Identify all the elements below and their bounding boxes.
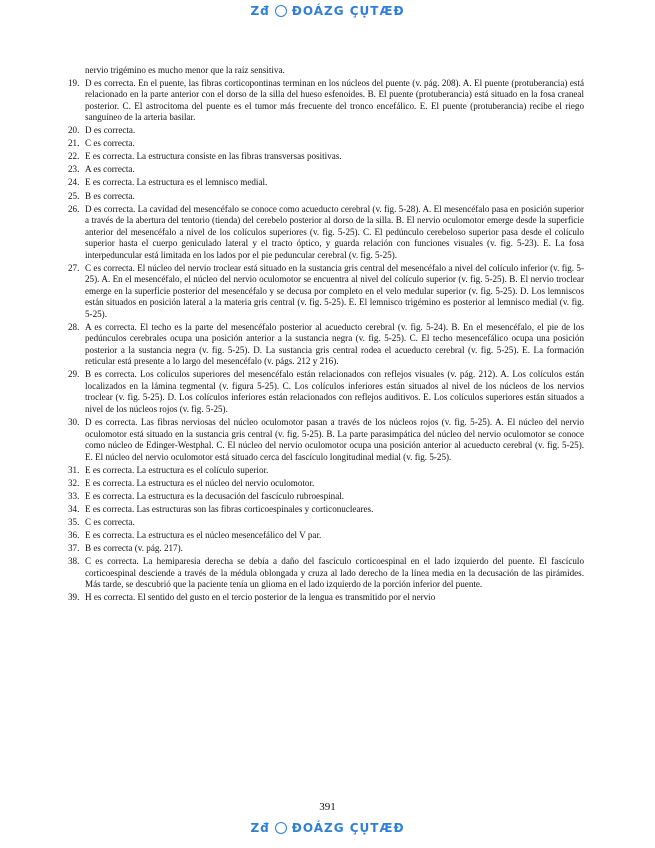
answer-item — [68, 78, 584, 124]
answer-number: 26. — [68, 203, 80, 214]
answer-number: 21. — [68, 138, 80, 149]
answer-text: B es correcta. — [85, 190, 135, 201]
answer-text: E es correcta. Las estructuras son las fibras corticoespinales y corticonucleares. — [85, 503, 374, 514]
answer-item — [68, 263, 584, 321]
answer-text: E es correcta. La estructura consiste en las fibras transversas positivas. — [85, 151, 342, 162]
answer-key-body — [68, 65, 584, 605]
answer-item — [68, 369, 584, 415]
answer-text: E es correcta. La estructura es el colículo superior. — [85, 464, 269, 475]
answer-item — [68, 465, 584, 477]
answer-number: 31. — [68, 464, 80, 475]
answer-text: A es correcta. El techo es la parte del mesencéfalo posterior al acueducto cerebral (v. fig. 5-24). B. En el mesencéfalo, el pie de los pedúnculos cerebrales ocupa una posición anterior a la sustancia negra (v. fig. 5-25). C. El techo mesencefálico ocupa una posición posterior a la sustancia negra (v. fig. 5-25). D. La sustancia gris central rodea el acueducto cerebral (v. fig. 5-25). E. La formación reticular está presente a lo largo del mesencéfalo (v. págs. 212 y 216). — [85, 321, 584, 367]
answer-number: 20. — [68, 125, 80, 136]
answer-item — [68, 478, 584, 490]
answer-item — [68, 151, 584, 163]
answer-number: 30. — [68, 417, 80, 428]
answer-number: 33. — [68, 490, 80, 501]
answer-text: E es correcta. La estructura es el núcleo del nervio oculomotor. — [85, 477, 315, 488]
watermark-top — [0, 4, 655, 18]
page-number: 391 — [319, 801, 336, 813]
answer-item — [68, 592, 584, 604]
answer-number: 38. — [68, 556, 80, 567]
answer-text: C es correcta. — [85, 138, 135, 149]
answer-list — [68, 78, 584, 604]
watermark-left-text: Zđ — [250, 821, 270, 835]
answer-number: 25. — [68, 190, 80, 201]
answer-text: C es correcta. — [85, 517, 135, 527]
answer-text: D es correcta. En el puente, las fibras corticopontinas terminan en los núcleos del puente (v. pág. 208). A. El puente (protuberancia) está relacionado en la parte anterior con el dorso de la silla del hueso esfenoides. B. El puente (protuberancia) está situado en la fosa craneal posterior. C. El astrocitoma del puente es el tumor más frecuente del tronco encefálico. E. El puente (protuberancia) recibe el riego sanguíneo de la arteria basilar. — [85, 77, 584, 122]
answer-item — [68, 177, 584, 189]
answer-text: D es correcta. La cavidad del mesencéfalo se conoce como acueducto cerebral (v. fig. 5-28). A. El mesencéfalo pasa en posición superior a través de la abertura del tentorio (tienda) del cerebelo posterior al dorso de la silla. B. El nervio oculomotor emerge desde la superficie anterior del mesencéfalo a nivel de los colículos superiores (v. fig. 5-25). C. El pedúnculo cerebeloso superior pasa desde el colículo superior hasta el cuerpo geniculado lateral y el tracto óptico, y guarda relación con funciones visuales (v. fig. 5-23). E. La fosa interpeduncular está limitada en los lados por el pie peduncular cerebral (v. fig. 5-25). — [85, 203, 584, 260]
answer-text: D es correcta. — [85, 125, 136, 136]
answer-number: 19. — [68, 77, 80, 88]
answer-text: B es correcta. Los colículos superiores del mesencéfalo están relacionados con reflejos visuales (v. pág. 212). A. Los colículos están localizados en la lámina tegmental (v. figura 5-25). C. Los colículos inferiores están situados al nivel de los núcleos de los nervios troclear (v. fig. 5-25). D. Los colículos inferiores están relacionados con reflejos auditivos. E. Los colículos superiores están situados a nivel de los núcleos rojos (v. fig. 5-25). — [85, 369, 584, 414]
answer-number: 24. — [68, 177, 80, 188]
answer-number: 27. — [68, 262, 80, 273]
answer-item — [68, 204, 584, 262]
answer-item — [68, 138, 584, 150]
answer-text: E es correcta. La estructura es la decusación del fascículo rubroespinal. — [85, 490, 345, 501]
watermark-left-text: Zđ — [250, 4, 270, 18]
watermark-right-text: ÐOÁZG ÇỤTÆĐ — [291, 821, 405, 835]
answer-number: 37. — [68, 543, 80, 554]
answer-item — [68, 556, 584, 591]
answer-number: 36. — [68, 530, 80, 541]
answer-text: B es correcta (v. pág. 217). — [85, 543, 183, 554]
answer-text: E es correcta. La estructura es el lemnisco medial. — [85, 177, 268, 188]
answer-item — [68, 191, 584, 203]
answer-text: C es correcta. La hemiparesia derecha se debía a daño del fascículo corticoespinal en el lado izquierdo del puente. El fascículo corticoespinal desciende a través de la médula oblongada y cruza al lado derecho de la línea media en la decusación de las pirámides. Más tarde, se descubrió que la paciente tenía un glioma en el lado izquierdo de la porción inferior del puente. — [85, 556, 584, 590]
ring-icon — [275, 822, 287, 834]
answer-item — [68, 125, 584, 137]
answer-number: 22. — [68, 151, 80, 162]
answer-number: 34. — [68, 503, 80, 514]
answer-item — [68, 517, 584, 529]
answer-number: 28. — [68, 321, 80, 332]
answer-item — [68, 504, 584, 516]
answer-number: 29. — [68, 369, 80, 380]
answer-number: 32. — [68, 477, 80, 488]
answer-number: 23. — [68, 164, 80, 175]
answer-item — [68, 530, 584, 542]
watermark-right-text: ÐOÁZG ÇỤTÆĐ — [291, 4, 405, 18]
answer-item — [68, 322, 584, 368]
answer-text: C es correcta. El núcleo del nervio troclear está situado en la sustancia gris central del mesencéfalo a nivel del colículo inferior (v. fig. 5-25). A. En el mesencéfalo, el núcleo del nervio oculomotor se encuentra al nivel del colículo superior (v. fig. 5-25). B. El nervio troclear emerge en la superficie posterior del mesencéfalo y se decusa por completo en el velo medular superior (v. fig. 5-25). D. Los lemniscos están situados en posición lateral a la materia gris central (v. fig. 5-25). E. El lemnisco trigémino es posterior al lemnisco medial (v. fig. 5-25). — [85, 262, 584, 319]
answer-text: H es correcta. El sentido del gusto en el tercio posterior de la lengua es transmitido por el nervio — [85, 592, 436, 603]
ring-icon — [275, 5, 287, 17]
answer-item — [68, 417, 584, 463]
answer-number: 35. — [68, 517, 80, 527]
answer-item — [68, 164, 584, 176]
answer-number: 39. — [68, 592, 80, 603]
watermark-bottom — [0, 821, 655, 835]
answer-text: E es correcta. La estructura es el núcleo mesencefálico del V par. — [85, 530, 322, 541]
answer-text: D es correcta. Las fibras nerviosas del núcleo oculomotor pasan a través de los núcleos rojos (v. fig. 5-25). A. El núcleo del nervio oculomotor está situado en la sustancia gris central (v. fig. 5-25). B. La parte parasimpática del núcleo del nervio oculomotor se conoce como núcleo de Edinger-Westphal. C. El núcleo del nervio oculomotor ocupa una posición anterior al acueducto cerebral (v. fig. 5-25). E. El núcleo del nervio oculomotor está situado cerca del fascículo longitudinal medial (v. fig. 5-25). — [85, 417, 584, 462]
answer-text: A es correcta. — [85, 164, 135, 175]
answer-item — [68, 491, 584, 503]
answer-item — [68, 543, 584, 555]
continuation-text: nervio trigémino es mucho menor que la raíz sensitiva. — [85, 65, 285, 75]
